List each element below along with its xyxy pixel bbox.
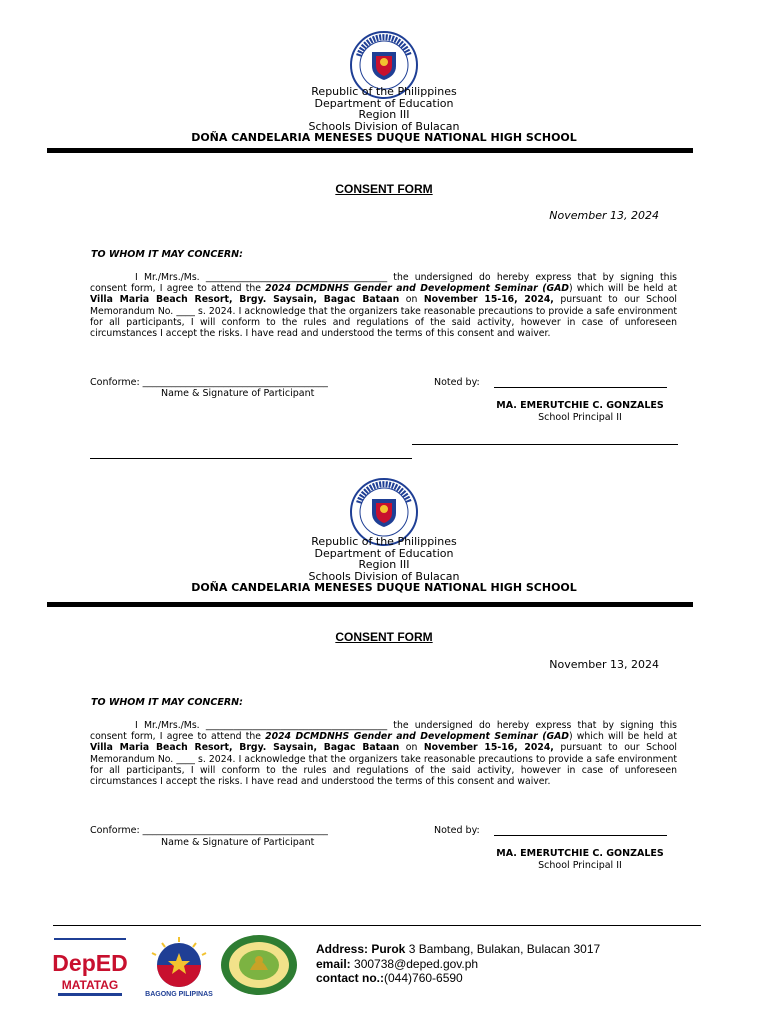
form-date: November 13, 2024	[549, 658, 659, 671]
conforme-line[interactable]: Conforme: _______________________________________	[90, 377, 328, 388]
noted-by-label: Noted by:	[434, 825, 480, 836]
participant-caption: Name & Signature of Participant	[161, 837, 315, 848]
participant-caption: Name & Signature of Participant	[161, 388, 315, 399]
email-label: email:	[316, 956, 351, 971]
address-value: 3 Bambang, Bulakan, Bulacan 3017	[405, 942, 601, 956]
header-rule	[47, 602, 693, 607]
event-name: 2024 DCMDNHS Gender and Development Seminar (GAD	[265, 283, 569, 295]
principal-signature-line[interactable]	[494, 835, 667, 836]
footer-rule	[53, 925, 701, 926]
matatag-text: MATATAG	[61, 978, 119, 992]
deped-matatag-logo	[52, 937, 128, 999]
form-date: November 13, 2024	[549, 209, 659, 222]
republic-line: Republic of the Philippines	[311, 535, 457, 548]
department-line: Department of Education	[314, 546, 454, 560]
salutation: TO WHOM IT MAY CONCERN:	[91, 249, 243, 260]
letterhead	[0, 536, 768, 594]
department-line: Department of Education	[314, 96, 454, 110]
principal-name: MA. EMERUTCHIE C. GONZALES	[496, 848, 664, 859]
consent-body: I Mr./Mrs./Ms. _______________________________________ the undersigned do hereby express that by signing this consent form, I agree to attend the 2024 DCMDNHS Gender and Development Seminar (GAD) which will be held at Villa Maria Beach Resort, Brgy. Saysain, Bagac Bataan on November 15-16, 2024, pursuant to our School Memorandum No. ____ s. 2024. I acknowledge that the organizers take reasonable precautions to provide a safe environment for all participants, I will conform to the rules and regulations of the said activity, however in case of unforeseen circumstances I accept the risks. I have read and understood the terms of this consent and waiver.	[90, 272, 677, 340]
footer-contact	[316, 942, 600, 986]
principal-name: MA. EMERUTCHIE C. GONZALES	[496, 400, 664, 411]
republic-line: Republic of the Philippines	[311, 85, 457, 98]
event-dates: November 15-16, 2024,	[423, 294, 554, 306]
consent-body: I Mr./Mrs./Ms. _______________________________________ the undersigned do hereby express that by signing this consent form, I agree to attend the 2024 DCMDNHS Gender and Development Seminar (GAD) which will be held at Villa Maria Beach Resort, Brgy. Saysain, Bagac Bataan on November 15-16, 2024, pursuant to our School Memorandum No. ____ s. 2024. I acknowledge that the organizers take reasonable precautions to provide a safe environment for all participants, I will conform to the rules and regulations of the said activity, however in case of unforeseen circumstances I accept the risks. I have read and understood the terms of this consent and waiver.	[90, 720, 677, 788]
venue: Villa Maria Beach Resort, Brgy. Saysain, Bagac Bataan	[90, 742, 400, 754]
region-line: Region III	[358, 558, 410, 571]
division-line: Schools Division of Bulacan	[308, 569, 460, 583]
school-seal-icon	[220, 934, 298, 996]
event-dates: November 15-16, 2024,	[423, 742, 554, 754]
contact-label: contact no.:	[316, 971, 384, 985]
region-line: Region III	[358, 108, 410, 121]
address-label: Address: Purok	[316, 942, 406, 956]
form-title: CONSENT FORM	[335, 630, 433, 644]
email-value[interactable]: 300738@deped.gov.ph	[350, 956, 479, 971]
bagong-pilipinas-logo	[142, 935, 216, 999]
school-name: DOÑA CANDELARIA MENESES DUQUE NATIONAL HIGH SCHOOL	[191, 581, 577, 594]
form-title: CONSENT FORM	[335, 182, 433, 196]
deped-logo-text: DepED	[52, 950, 128, 976]
salutation: TO WHOM IT MAY CONCERN:	[91, 697, 243, 708]
principal-title: School Principal II	[538, 412, 622, 423]
venue: Villa Maria Beach Resort, Brgy. Saysain, Bagac Bataan	[90, 294, 400, 306]
conforme-line[interactable]: Conforme: _______________________________________	[90, 825, 328, 836]
division-line: Schools Division of Bulacan	[308, 119, 460, 133]
bagong-pilipinas-text: BAGONG PILIPINAS	[145, 991, 213, 998]
noted-by-label: Noted by:	[434, 377, 480, 388]
contact-value: (044)760-6590	[384, 971, 463, 985]
event-name: 2024 DCMDNHS Gender and Development Seminar (GAD	[265, 731, 569, 743]
principal-title: School Principal II	[538, 860, 622, 871]
school-name: DOÑA CANDELARIA MENESES DUQUE NATIONAL HIGH SCHOOL	[191, 131, 577, 144]
